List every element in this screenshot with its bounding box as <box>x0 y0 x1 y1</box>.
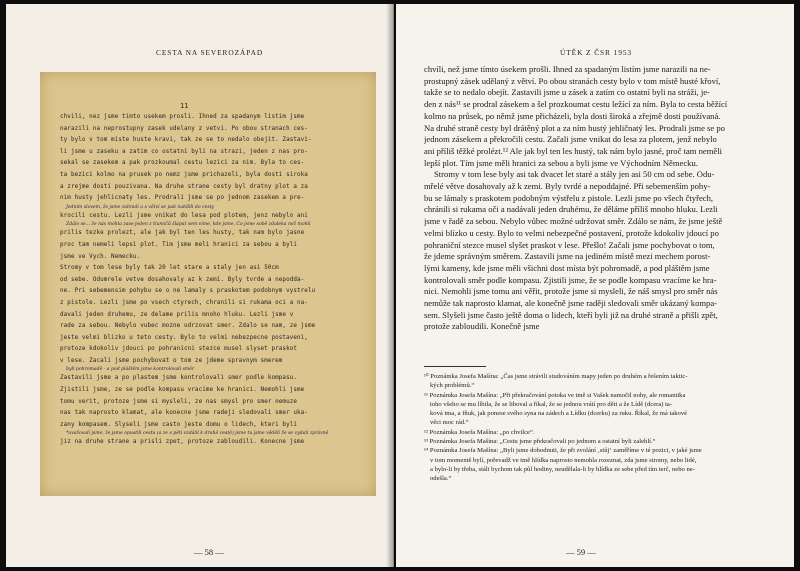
typewritten-line: tomu verit, protoze jsme si mysleli, ze nas smysl pro smer nemuze <box>60 398 298 405</box>
body-line: pohraniční stezce musel slyšet praskot v lese. Přešlo! Začali jsme pochybovat o tom, <box>424 239 715 250</box>
body-line: sem. Slyšeli jsme často ještě doma o lidech, kteří byli již na druhé straně a přišli zpět, <box>424 309 718 320</box>
typewritten-line: chvili, nez jsme timto usekem prosli. Ihned za spadanym listim jsme <box>60 114 305 120</box>
typewritten-line: v lese. Zacali jsme pochybovat o tom ze jdeme spravnym smerem <box>60 357 283 364</box>
footnote-line: kých problémů.“ <box>430 382 475 390</box>
running-head-left: CESTA NA SEVEROZÁPAD <box>156 48 264 57</box>
body-line: protože zabloudili. Konečně jsme <box>424 321 540 332</box>
body-line: ani příliš těžké prolézt.¹² Ale jak byl ten les hustý, tak nám bylo jasné, proč tam neměli <box>424 145 722 156</box>
body-line: Na druhé straně cesty byl drátěný plot a za ním hustý jehličnatý les. Prodrali jsme se po <box>424 122 725 133</box>
body-line: bu se lámaly s praskotem podobným výstřelu z pistole. Lezli jsme po všech čtyřech, <box>424 192 714 203</box>
typewritten-text <box>60 112 364 449</box>
footnote-line: toho všeho se mu líbila, že se liboval a říkal, že se jednou vrátí pro děti a že Lídě (dcera) ta- <box>430 400 673 408</box>
typewritten-line: od sebe. Odumrele vetve dosahovaly az k zemi. Byly tvrde a nepodda- <box>60 276 305 283</box>
body-line: kontrolovali směr podle kompasu. Zjistili jsme, že se podle kompasu vracíme ke hra- <box>424 274 717 285</box>
body-line: jsme v řadě za sebou. Nebylo vůbec možné udržovat směr. Zdálo se nám, že jsme ještě <box>424 216 723 227</box>
typewritten-line: Zjistili jsme, ze se podle kompasu vracime ke hranici. Nemohli jsme <box>60 387 305 394</box>
body-line: chvíli, než jsme tímto úsekem prošli. Ihned za spadaným listím jsme narazili na ne- <box>424 64 711 74</box>
typewritten-line: nas tak naprosto klamat, ale konecne jsme radeji sledovali smer uka- <box>60 410 308 417</box>
typewritten-line: jiz na druhe strane a prisli zpet, protoze zabloudili. Konecne jsme <box>60 439 305 446</box>
footnote-line: ¹³ Poznámka Josefa Mašína: „Cestu jsme překračovali po jednom a ostatní byli zalehlí.“ <box>424 438 656 446</box>
folio-left: — 58 — <box>194 547 224 557</box>
typewritten-line: jsme ve Vych. Nemecku. <box>60 253 141 260</box>
typewritten-line: proc tam nemeli lepsi plot. Tim jsme meli hranici za sebou a byli <box>60 241 298 248</box>
typewritten-line: krocili cestu. Lezli jsme vnikat do lesa pod plotem, jenz nebylo ani <box>60 212 308 219</box>
typewritten-line: prilis tezke prolezt, ale jak byl ten les husty, tak nam bylo jasne <box>60 230 305 237</box>
typewritten-line: a zrejme dosti pouzivana. Na druhe strane cesty byl dratny plot a za <box>60 183 308 190</box>
right-page <box>396 4 794 567</box>
folio-right: — 59 — <box>566 547 596 557</box>
body-line: chránili si rukama oči a nadávali jeden druhému, že děláme příliš mnoho hluku. Lezli <box>424 204 718 215</box>
handwritten-annotation: byli pohromadě - a pod pláštěm jsme kontrolovali směr <box>66 367 195 373</box>
typewritten-scan-image <box>40 72 376 496</box>
footnote-line: ¹⁰ Poznámka Josefa Mašína: „Čas jsme strávili studováním mapy jeden po druhém a řešením taktic- <box>424 373 688 380</box>
body-line: jednom zásekem a překročili cestu. Začali jsme vnikat do lesa za plotem, jenž nebylo <box>424 134 717 145</box>
running-head-right: ÚTĚK Z ČSR 1953 <box>560 48 633 57</box>
body-line: prostupný zásek udělaný z větví. Po obou stranách cesty bylo v tom místě husté křoví, <box>424 75 721 86</box>
typewritten-line: rade za sebou. Nebylo vubec mozne udrzovat smer. Zdalo se nam, ze jsme <box>60 323 316 330</box>
footnote-line: a bylo-li by třeba, stáli bychom tak půl hodiny, neudělala-li by hlídka ze sebe před tím terč, nebo ne- <box>430 465 695 473</box>
footnotes <box>424 372 772 484</box>
typewritten-line: zany kompasem. Slyseli jsme casto jeste domu o lidech, kteri byli <box>60 421 298 428</box>
footnote-line: věci moc rád.“ <box>430 419 469 427</box>
scan-page-number: 11 <box>180 102 189 110</box>
typewritten-line: sekal se zasekem a pak prozkoumal cestu lezici za nim. Byla to ces- <box>60 160 305 167</box>
body-line: nici. Nemohli jsme tomu ani věřit, protože jsme si mysleli, že náš smysl pro směr nás <box>424 286 718 297</box>
typewritten-line: ty bylo v tom miste huste kravi, tak ze se to nedalo obejit. Zastavi- <box>60 137 312 144</box>
body-line: den z nás¹¹ se prodral zásekem a šel prozkoumat cestu ležící za ním. Byla to cesta běžící <box>424 99 728 110</box>
body-line: nemůže tak naprosto klamat, ale konečně jsme raději sledovali směr ukázaný kompa- <box>424 298 718 309</box>
handwritten-annotation: Jedním slovem, že jsme zahnuli a s větví se pak nabílili do cesty <box>66 204 215 210</box>
body-line: kolmo na průsek, po němž jsme přicházeli, byla dosti široká a zřejmě dosti používaná. <box>424 110 721 121</box>
typewritten-line: Stromy v tom lese byly tak 20 let stare a staly jen asi 50cm <box>60 265 279 272</box>
footnote-line: ková tma, a fňuk, jak ponese svého syna na zádech a Lídku (dcerku) za ruku. Říkal, že má takové <box>430 410 688 418</box>
footnote-line: ¹⁴ Poznámka Josefa Mašína: „Byli jsme dohodnuti, že při zvolání ‚stůj‘ zaměříme v té pozici, v jaké jsme <box>424 447 702 455</box>
body-line: lými kameny, kde jsme měli všichni dost místa být pohromadě, a pod pláštěm jsme <box>424 262 710 273</box>
typewritten-line: narazili na neprostupny zasek udelany z vetvi. Po obou stranach ces- <box>60 125 308 132</box>
typewritten-line: protoze kdokoliv jdouci po pohranicni stezce musel slyset praskot <box>60 346 298 353</box>
body-line: že jdeme správným směrem. Zastavili jsme na jediném místě mezi mechem porost- <box>424 251 711 262</box>
footnote-line: ¹¹ Poznámka Josefa Mašína: „Při překračování potoka ve tmě si Vašek namočil nohy, ale romantika <box>424 391 686 399</box>
handwritten-annotation: Zdálo se... že nás mohla zase jeden z tlumičů šlapat sem víme, kde jsme. Co jsme sobě zdaleka než mohli <box>66 222 311 228</box>
body-line: mřelé větve dosahovaly až k zemi. Byly tvrdé a nepoddajné. Při sebemenším pohy- <box>424 181 711 192</box>
body-line: velmi blízko u cesty. Bylo to velmi nebezpečné postavení, protože kdokoliv jdoucí po <box>424 227 719 238</box>
typewritten-line: jeste velmi blizko u teto cesty. Bylo to velmi nebezpecne postaveni, <box>60 334 308 341</box>
body-line: takže se to nedalo obejít. Zastavili jsme u zásek a zatím co ostatní byli na stráži, je- <box>424 87 710 98</box>
typewritten-line: z pistole. Lezli jsme po vsech ctyrech, chranili si rukama oci a na- <box>60 299 308 306</box>
typewritten-line: davali jeden druhemu, ze delame prilis mnoho hluku. Lezli jsme v <box>60 311 294 318</box>
handwritten-annotation: *uvažovali jsme, že jsme opustili cestu (a ze s pěti vzdálil k druhé cestě) jsme tu jsme věděli že se vydali zprávně <box>66 431 329 437</box>
body-text <box>424 64 772 333</box>
typewritten-line: li jsme u zaseku a zatim co ostatni byli na strazi, jeden z nas pro- <box>60 148 308 155</box>
footnote-line: odešla.“ <box>430 475 452 483</box>
footnote-line: v tom momentě bylí, pořevadž ve tmě hlídka naprosto nemohla rozeznat, zda jsme stromy, nebo lidé, <box>430 456 697 464</box>
typewritten-line: ta bezici kolmo na prusek po nemz jsme prichazeli, byla dosti siroka <box>60 171 308 178</box>
left-page <box>6 4 394 567</box>
body-line: lepší plot. Tím jsme měli hranici za sebou a byli jsme ve Východním Německu. <box>424 157 698 168</box>
typewritten-line: Zastavili jsme a po plastem jsme kontrolovali smer podle kompasu. <box>60 375 298 382</box>
typewritten-line: nim husty jehlicnaty les. Prodrali jsme se po jednom zasekem a pre- <box>60 195 305 202</box>
footnote-rule <box>424 366 486 367</box>
footnote-line: ¹² Poznámka Josefa Mašína: „po chvilce“. <box>424 428 535 436</box>
typewritten-line: ne. Pri sebemensim pohybu se o ne lamaly s praskotem podobnym vystrelu <box>60 288 316 295</box>
body-line: Stromy v tom lese byly asi tak dvacet let staré a stály jen asi 50 cm od sebe. Odu- <box>434 169 715 180</box>
